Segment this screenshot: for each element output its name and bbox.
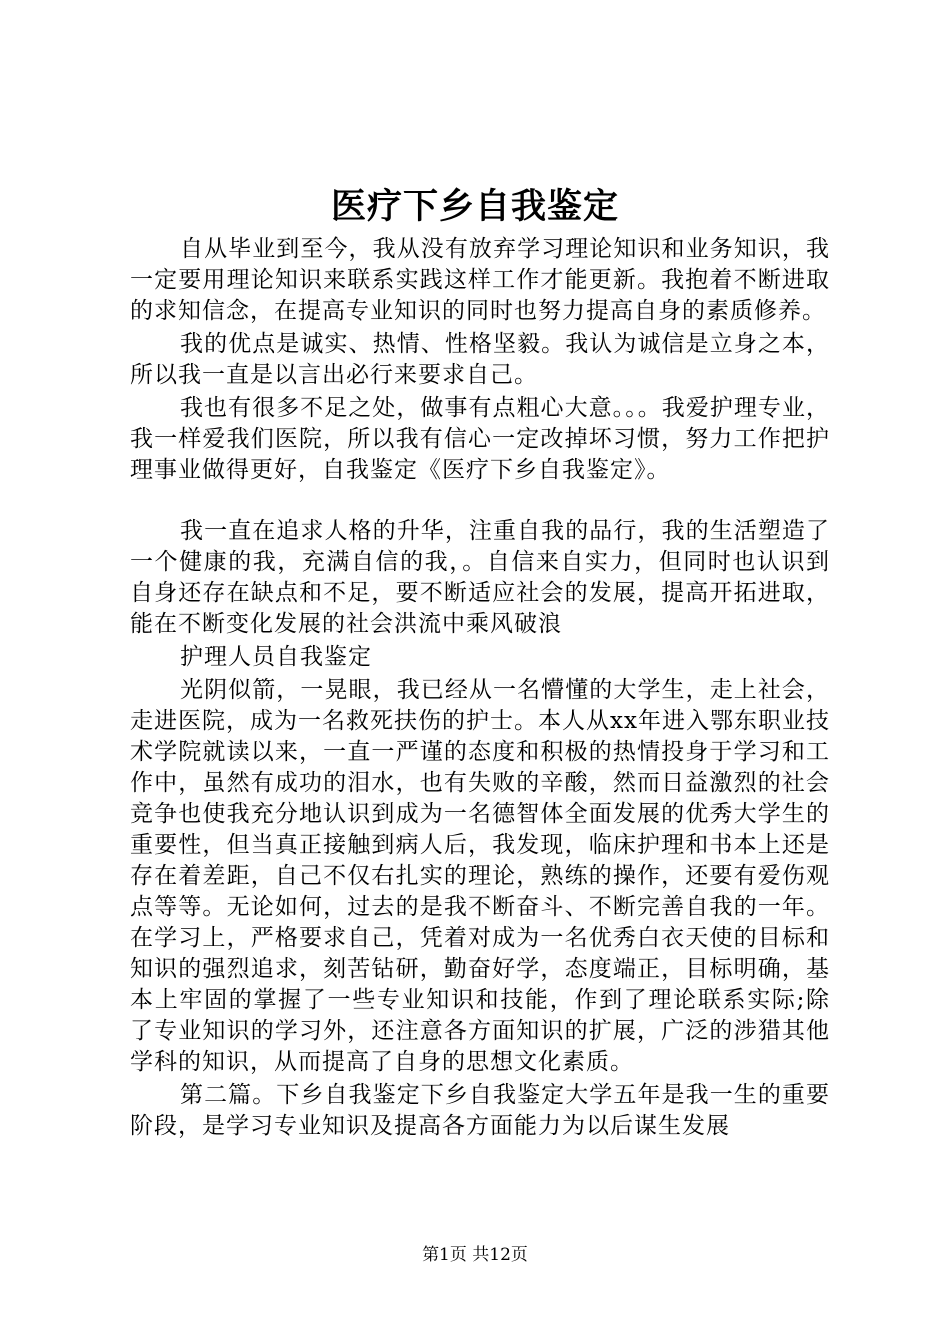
document-title: 医疗下乡自我鉴定 [330,186,619,227]
paragraph-2: 我的优点是诚实、热情、性格坚毅。我认为诚信是立身之本，所以我一直是以言出必行来要求自己。 [130,331,830,388]
paragraph-6: 第二篇。下乡自我鉴定下乡自我鉴定大学五年是我一生的重要阶段，是学习专业知识及提高各方面能力为以后谋生发展 [130,1082,830,1139]
paragraph-5: 光阴似箭，一晃眼，我已经从一名懵懂的大学生，走上社会，走进医院，成为一名救死扶伤的护士。本人从xx年进入鄂东职业技术学院就读以来，一直一严谨的态度和积极的热情投身于学习和工作中，虽然有成功的泪水，也有失败的辛酸，然而日益激烈的社会竞争也使我充分地认识到成为一名德智体全面发展的优秀大学生的重要性，但当真正接触到病人后，我发现，临床护理和书本上还是存在着差距，自己不仅右扎实的理论，熟练的操作，还要有爱伤观点等等。无论如何，过去的是我不断奋斗、不断完善自我的一年。在学习上，严格要求自己，凭着对成为一名优秀白衣天使的目标和知识的强烈追求，刻苦钻研，勤奋好学，态度端正，目标明确，基本上牢固的掌握了一些专业知识和技能，作到了理论联系实际;除了专业知识的学习外，还注意各方面知识的扩展，广泛的涉猎其他学科的知识，从而提高了自身的思想文化素质。 [130,677,830,1075]
paragraph-4: 我一直在追求人格的升华，注重自我的品行，我的生活塑造了一个健康的我，充满自信的我，。自信来自实力，但同时也认识到自身还存在缺点和不足，要不断适应社会的发展，提高开拓进取，能在不断变化发展的社会洪流中乘风破浪 [130,518,830,637]
paragraph-1: 自从毕业到至今，我从没有放弃学习理论知识和业务知识，我一定要用理论知识来联系实践这样工作才能更新。我抱着不断进取的求知信念，在提高专业知识的同时也努力提高自身的素质修养。 [130,236,830,324]
paragraph-3: 我也有很多不足之处，做事有点粗心大意。。。我爱护理专业，我一样爱我们医院，所以我有信心一定改掉坏习惯，努力工作把护理事业做得更好，自我鉴定《医疗下乡自我鉴定》。 [130,395,830,483]
document-body [130,234,830,1144]
page-footer: 第1页 共12页 [422,1245,528,1265]
section-heading-nurse: 护理人员自我鉴定 [180,644,372,670]
